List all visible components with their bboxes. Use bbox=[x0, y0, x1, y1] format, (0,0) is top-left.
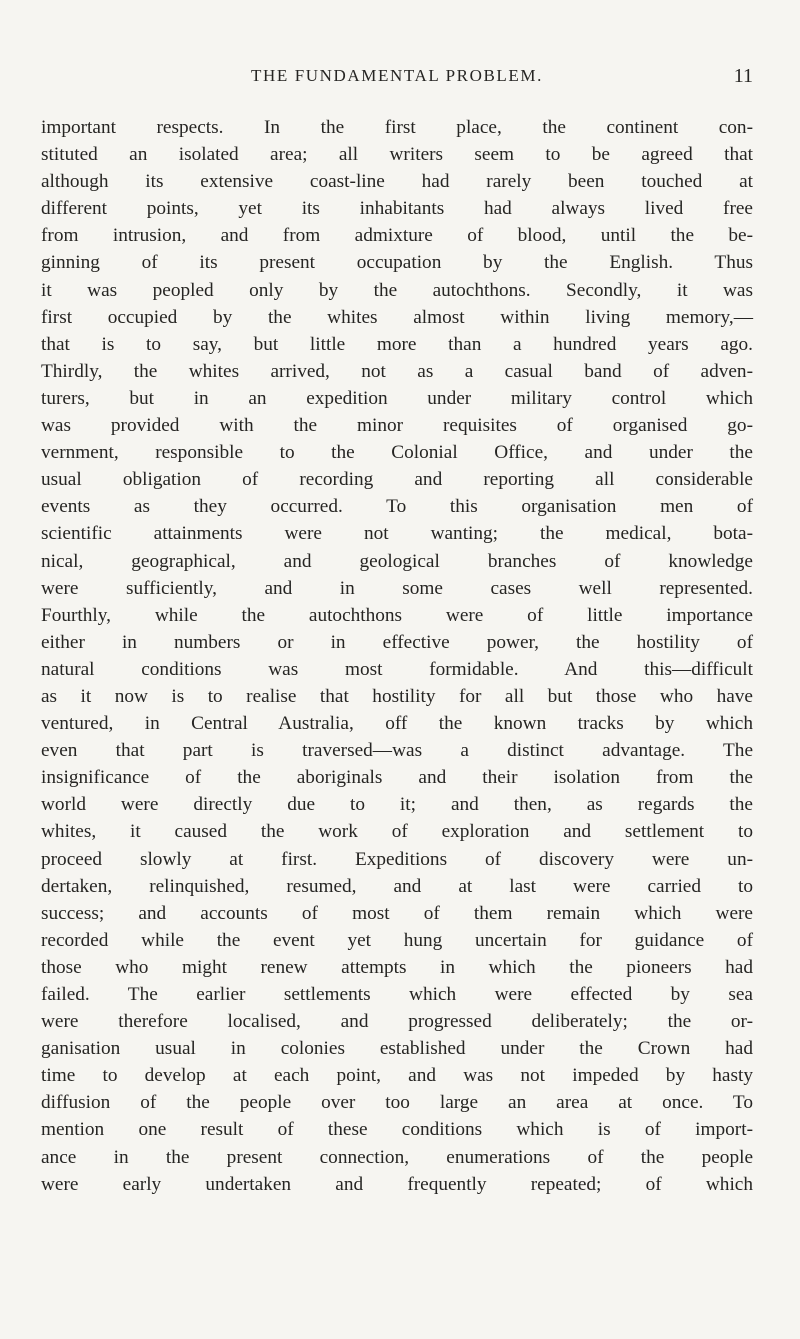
text-line: time to develop at each point, and was not impeded by hasty bbox=[41, 1065, 753, 1087]
running-head bbox=[41, 62, 753, 90]
text-line: first occupied by the whites almost within living memory,— bbox=[41, 306, 753, 328]
text-line: diffusion of the people over too large an area at once. To bbox=[41, 1092, 753, 1114]
text-line: success; and accounts of most of them remain which were bbox=[41, 902, 753, 924]
text-line: ginning of its present occupation by the English. Thus bbox=[41, 252, 753, 274]
text-line: turers, but in an expedition under military control which bbox=[41, 387, 753, 409]
text-line: were therefore localised, and progressed deliberately; the or- bbox=[41, 1011, 753, 1033]
text-line: dertaken, relinquished, resumed, and at last were carried to bbox=[41, 875, 753, 897]
running-title: THE FUNDAMENTAL PROBLEM. bbox=[251, 66, 543, 85]
text-line: ventured, in Central Australia, off the known tracks by which bbox=[41, 713, 753, 735]
text-line: those who might renew attempts in which the pioneers had bbox=[41, 956, 753, 978]
text-line: either in numbers or in effective power, the hostility of bbox=[41, 631, 753, 653]
text-line: whites, it caused the work of exploration and settlement to bbox=[41, 821, 753, 843]
text-line: events as they occurred. To this organisation men of bbox=[41, 496, 753, 518]
text-line: proceed slowly at first. Expeditions of discovery were un- bbox=[41, 848, 753, 870]
text-line: was provided with the minor requisites of organised go- bbox=[41, 415, 753, 437]
text-line: recorded while the event yet hung uncertain for guidance of bbox=[41, 929, 753, 951]
text-line: stituted an isolated area; all writers seem to be agreed that bbox=[41, 144, 753, 166]
text-line: different points, yet its inhabitants had always lived free bbox=[41, 198, 753, 220]
text-line: insignificance of the aboriginals and their isolation from the bbox=[41, 767, 753, 789]
text-line: Thirdly, the whites arrived, not as a casual band of adven- bbox=[41, 360, 753, 382]
body-text bbox=[41, 114, 753, 1198]
text-line: world were directly due to it; and then, as regards the bbox=[41, 794, 753, 816]
text-line: natural conditions was most formidable. And this—difficult bbox=[41, 658, 753, 680]
text-line: vernment, responsible to the Colonial Office, and under the bbox=[41, 442, 753, 464]
text-line: that is to say, but little more than a hundred years ago. bbox=[41, 333, 753, 355]
text-line: important respects. In the first place, the continent con- bbox=[41, 117, 753, 138]
text-line: it was peopled only by the autochthons. Secondly, it was bbox=[41, 279, 753, 301]
text-line: were early undertaken and frequently repeated; of which bbox=[41, 1173, 753, 1195]
text-line: mention one result of these conditions which is of import- bbox=[41, 1119, 753, 1141]
text-line: Fourthly, while the autochthons were of little importance bbox=[41, 604, 753, 626]
text-line: nical, geographical, and geological branches of knowledge bbox=[41, 550, 753, 572]
text-line: ance in the present connection, enumerations of the people bbox=[41, 1146, 753, 1168]
text-line: usual obligation of recording and reporting all considerable bbox=[41, 469, 753, 491]
text-line: failed. The earlier settlements which were effected by sea bbox=[41, 984, 753, 1005]
text-line: from intrusion, and from admixture of blood, until the be- bbox=[41, 225, 753, 247]
text-line: although its extensive coast-line had rarely been touched at bbox=[41, 171, 753, 193]
text-line: as it now is to realise that hostility for all but those who have bbox=[41, 685, 753, 707]
page-number: 11 bbox=[733, 65, 753, 87]
text-line: ganisation usual in colonies established under the Crown had bbox=[41, 1038, 753, 1060]
text-line: scientific attainments were not wanting; the medical, bota- bbox=[41, 523, 753, 545]
text-line: even that part is traversed—was a distinct advantage. The bbox=[41, 740, 753, 762]
text-line: were sufficiently, and in some cases well represented. bbox=[41, 577, 753, 599]
